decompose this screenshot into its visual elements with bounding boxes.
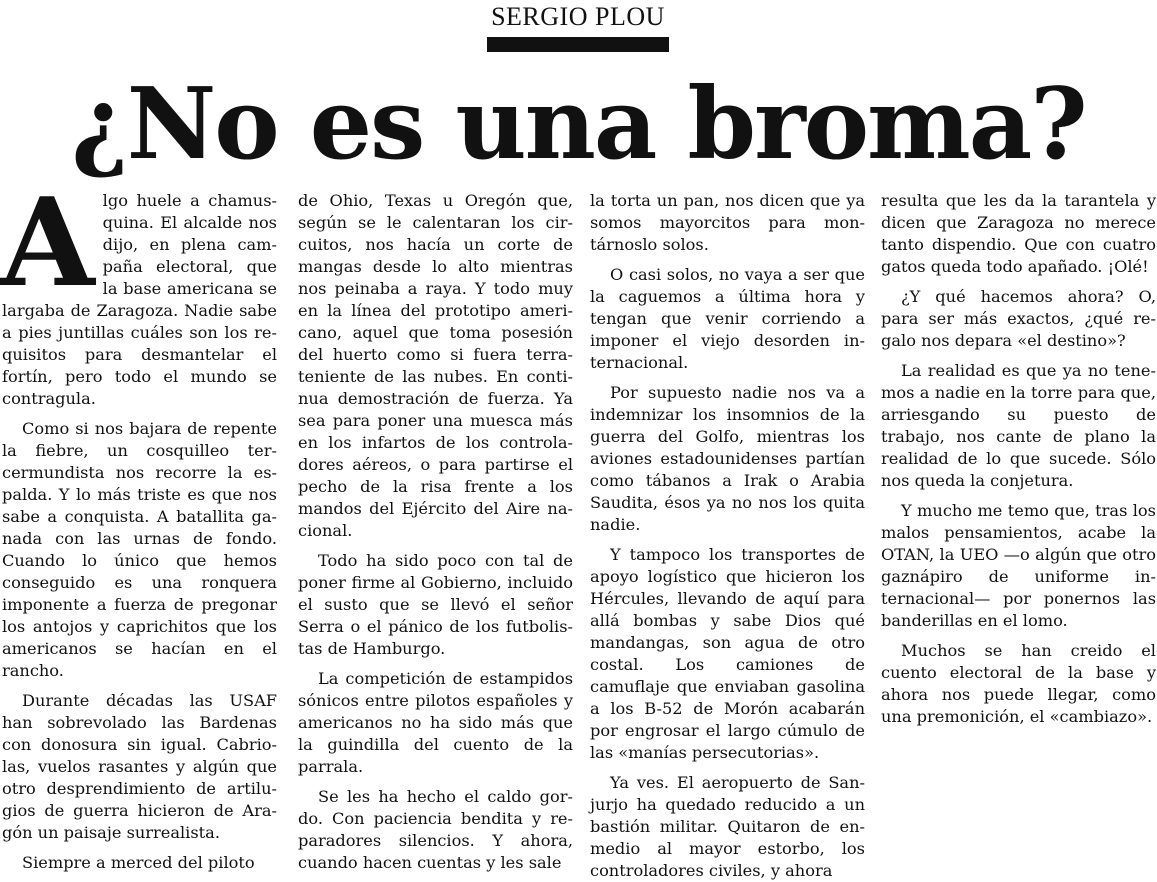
paragraph: Muchos se han creido el cuento electoral de la base y ahora nos puede llegar, como una premonición, el «cambiazo». <box>881 641 1156 726</box>
drop-cap: A <box>0 170 95 314</box>
paragraph: de Ohio, Texas u Oregón que, según se le calentaran los circuitos, nos hacía un corte de mangas desde lo alto mientras nos peinaba a raya. Y todo muy en la línea del prototipo americano, aquel que toma posesión del huerto como si fuera terrateniente de las nubes. En continua demostración de fuerza. Ya sea para poner una muesca más en los infartos de los controladores aéreos, o para partirse el pecho de la risa frente a los mandos del Ejército del Aire nacional. <box>298 191 573 540</box>
paragraph: O casi solos, no vaya a ser que la caguemos a última hora y tengan que venir corriendo a imponer el viejo desorden internacional. <box>590 265 865 372</box>
paragraph: Siempre a merced del piloto <box>22 853 255 872</box>
paragraph <box>0 170 277 410</box>
column-4 <box>881 190 1156 835</box>
paragraph: La competición de estampidos sónicos entre pilotos españoles y americanos no ha sido más que la guindilla del cuento de la parrala. <box>298 669 573 776</box>
paragraph: Ya ves. El aeropuerto de Sanjurjo ha quedado reducido a un bastión militar. Quitaron de enmedio al mayor estorbo, los controladores civiles, y ahora <box>590 773 865 880</box>
paragraph: Todo ha sido poco con tal de poner firme al Gobierno, incluido el susto que se llevó el señor Serra o el pánico de los futbolistas de Hamburgo. <box>298 551 573 658</box>
paragraph: Y mucho me temo que, tras los malos pensamientos, acabe la OTAN, la UEO —o algún que otro gaznápiro de uniforme internacional— por ponernos las banderillas en el lomo. <box>881 501 1156 630</box>
byline: SERGIO PLOU <box>491 2 665 31</box>
headline: ¿No es una broma? <box>71 67 1086 182</box>
column-1 <box>0 170 277 872</box>
paragraph: Y tampoco los transportes de apoyo logístico que hicieron los Hércules, llevando de aquí para allá bombas y sabe Dios qué mandangas, son agua de otro costal. Los camiones de camuflaje que enviaban gasolina a los B-52 de Morón acabarán por engrosar el largo cúmulo de las «manías persecutorias». <box>590 545 865 762</box>
byline-rule <box>487 37 669 52</box>
paragraph: Por supuesto nadie nos va a indemnizar los insomnios de la guerra del Golfo, mientras los aviones estadounidenses partían como tábanos a Irak o Arabia Saudita, ésos ya no nos los quita nadie. <box>590 383 865 534</box>
paragraph: la torta un pan, nos dicen que ya somos mayorcitos para montárnoslo solos. <box>590 191 865 254</box>
paragraph-text: lgo huele a chamusquina. El alcalde nos dijo, en plena campaña electoral, que la base americana se largaba de Zaragoza. Nadie sabe a pies juntillas cuáles son los requisitos para desmantelar el fortín, pero todo el mundo se contragula. <box>2 191 277 408</box>
paragraph: Se les ha hecho el caldo gordo. Con paciencia bendita y reparadores silencios. Y ahora, cuando hacen cuentas y les sale <box>298 787 573 872</box>
column-3 <box>590 190 865 880</box>
paragraph: ¿Y qué hacemos ahora? O, para ser más exactos, ¿qué regalo nos depara «el destino»? <box>881 287 1156 350</box>
paragraph: Durante décadas las USAF han sobrevolado las Bardenas con donosura sin igual. Cabriolas, vuelos rasantes y algún que otro desprendimiento de artilugios de guerra hicieron de Aragón un paisaje surrealista. <box>2 691 277 842</box>
column-2 <box>298 190 573 872</box>
paragraph: resulta que les da la tarantela y dicen que Zaragoza no merece tanto dispendio. Que con cuatro gatos queda todo apañado. ¡Olé! <box>881 191 1156 276</box>
article-body <box>0 170 1157 880</box>
paragraph: La realidad es que ya no tenemos a nadie en la torre para que, arriesgando su puesto de trabajo, nos cante de plano la realidad de lo que sucede. Sólo nos queda la conjetura. <box>881 361 1156 490</box>
paragraph: Como si nos bajara de repente la fiebre, un cosquilleo tercermundista nos recorre la espalda. Y lo más triste es que nos sabe a conquista. A batallita ganada con las urnas de fondo. Cuando lo único que hemos conseguido es una ronquera imponente a fuerza de pregonar los antojos y caprichitos que los americanos se hacían en el rancho. <box>2 419 277 680</box>
